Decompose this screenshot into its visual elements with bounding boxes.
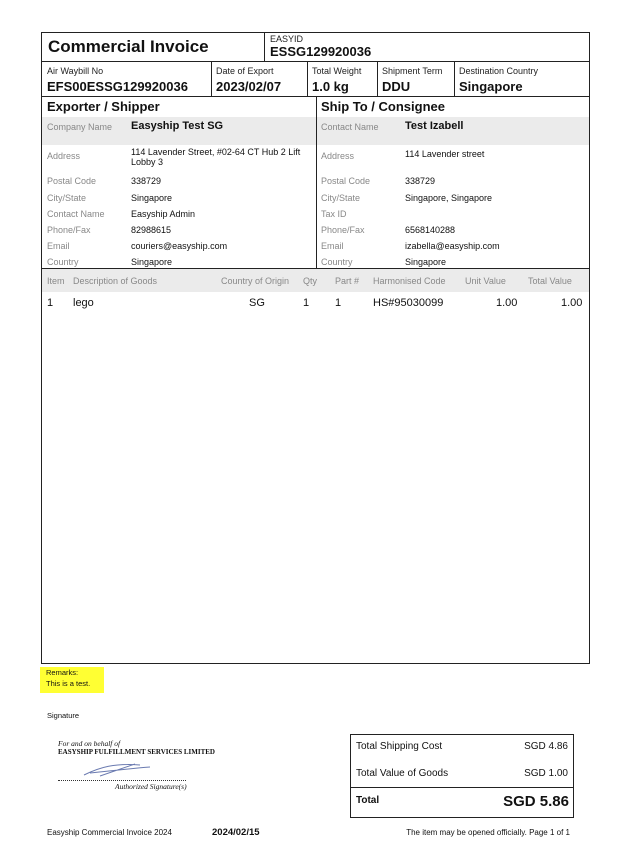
- col-origin: Country of Origin: [221, 276, 290, 286]
- cell-unit-value: 1.00: [496, 297, 518, 309]
- consignee-country-label: Country: [321, 257, 353, 267]
- exporter-city-value: Singapore: [131, 193, 173, 203]
- consignee-address-value: 114 Lavender street: [405, 149, 485, 159]
- exporter-phone-value: 82988615: [131, 225, 172, 235]
- exporter-postal-value: 338729: [131, 176, 162, 186]
- stamp-line3: Authorized Signature(s): [115, 782, 187, 791]
- dest-value: Singapore: [459, 79, 523, 94]
- col-unit-value: Unit Value: [465, 276, 506, 286]
- col-total-value: Total Value: [528, 276, 572, 286]
- footer-right: The item may be opened officially. Page 1 of 1: [406, 828, 570, 837]
- term-value: DDU: [382, 79, 411, 94]
- consignee-phone-label: Phone/Fax: [321, 225, 365, 235]
- shipping-cost-label: Total Shipping Cost: [356, 741, 443, 752]
- shipping-cost-value: SGD 4.86: [524, 741, 568, 752]
- signature-scribble: [80, 761, 160, 779]
- stamp-rule: [58, 780, 186, 781]
- exporter-company-label: Company Name: [47, 122, 113, 132]
- remarks-text: This is a test.: [46, 679, 91, 688]
- divider: [264, 32, 265, 61]
- consignee-address-label: Address: [321, 151, 355, 161]
- divider: [377, 61, 378, 96]
- signature-stamp: [55, 739, 215, 795]
- divider: [350, 787, 574, 788]
- exporter-country-value: Singapore: [131, 257, 173, 267]
- col-item: Item: [47, 276, 65, 286]
- footer-date: 2024/02/15: [212, 827, 260, 838]
- exporter-country-label: Country: [47, 257, 79, 267]
- exporter-contact-value: Easyship Admin: [131, 209, 196, 219]
- stamp-line2: EASYSHIP FULFILLMENT SERVICES LIMITED: [58, 748, 215, 756]
- stamp-line1: For and on behalf of: [58, 739, 121, 748]
- easyid-value: ESSG129920036: [270, 44, 372, 59]
- cell-origin: SG: [249, 297, 265, 309]
- term-label: Shipment Term: [382, 66, 443, 76]
- exporter-contact-label: Contact Name: [47, 209, 105, 219]
- total-value: SGD 5.86: [503, 793, 569, 810]
- col-description: Description of Goods: [73, 276, 158, 286]
- consignee-postal-label: Postal Code: [321, 176, 371, 186]
- date-label: Date of Export: [216, 66, 274, 76]
- awb-value: EFS00ESSG129920036: [47, 79, 188, 94]
- divider: [41, 61, 590, 62]
- consignee-city-value: Singapore, Singapore: [405, 193, 493, 203]
- remarks-label: Remarks:: [46, 668, 79, 677]
- cell-qty: 1: [303, 297, 310, 309]
- col-qty: Qty: [303, 276, 318, 286]
- consignee-city-label: City/State: [321, 193, 361, 203]
- exporter-address-label: Address: [47, 151, 81, 161]
- footer-left: Easyship Commercial Invoice 2024: [47, 828, 172, 837]
- cell-hs-code: HS#95030099: [373, 297, 444, 309]
- goods-value-value: SGD 1.00: [524, 768, 568, 779]
- exporter-postal-label: Postal Code: [47, 176, 97, 186]
- remarks-box: [40, 667, 104, 693]
- signature-label: Signature: [47, 711, 80, 720]
- cell-description: lego: [73, 297, 94, 309]
- total-label: Total: [356, 795, 380, 806]
- consignee-email-label: Email: [321, 241, 344, 251]
- cell-total-value: 1.00: [561, 297, 583, 309]
- exporter-phone-label: Phone/Fax: [47, 225, 91, 235]
- exporter-email-label: Email: [47, 241, 70, 251]
- weight-value: 1.0 kg: [312, 79, 349, 94]
- col-part: Part #: [335, 276, 360, 286]
- cell-item: 1: [47, 297, 54, 309]
- exporter-address-line1: 114 Lavender Street, #02-64 CT Hub 2 Lift: [131, 147, 301, 157]
- divider: [454, 61, 455, 96]
- exporter-heading: Exporter / Shipper: [47, 99, 160, 114]
- easyid-label: EASYID: [270, 34, 304, 44]
- exporter-company-value: Easyship Test SG: [131, 120, 224, 132]
- date-value: 2023/02/07: [216, 79, 282, 94]
- consignee-country-value: Singapore: [405, 257, 447, 267]
- awb-label: Air Waybill No: [47, 66, 104, 76]
- consignee-tax-label: Tax ID: [321, 209, 347, 219]
- dest-label: Destination Country: [459, 66, 539, 76]
- divider: [211, 61, 212, 96]
- consignee-phone-value: 6568140288: [405, 225, 456, 235]
- exporter-address-line2: Lobby 3: [131, 157, 164, 167]
- cell-part: 1: [335, 297, 342, 309]
- divider: [307, 61, 308, 96]
- exporter-city-label: City/State: [47, 193, 87, 203]
- invoice-title: Commercial Invoice: [48, 37, 209, 56]
- weight-label: Total Weight: [312, 66, 362, 76]
- goods-value-label: Total Value of Goods: [356, 768, 449, 779]
- consignee-postal-value: 338729: [405, 176, 436, 186]
- consignee-heading: Ship To / Consignee: [321, 99, 445, 114]
- col-hs-code: Harmonised Code: [373, 276, 446, 286]
- consignee-email-value: izabella@easyship.com: [405, 241, 500, 251]
- consignee-contact-label: Contact Name: [321, 122, 379, 132]
- consignee-contact-value: Test Izabell: [405, 120, 464, 132]
- exporter-email-value: couriers@easyship.com: [131, 241, 228, 251]
